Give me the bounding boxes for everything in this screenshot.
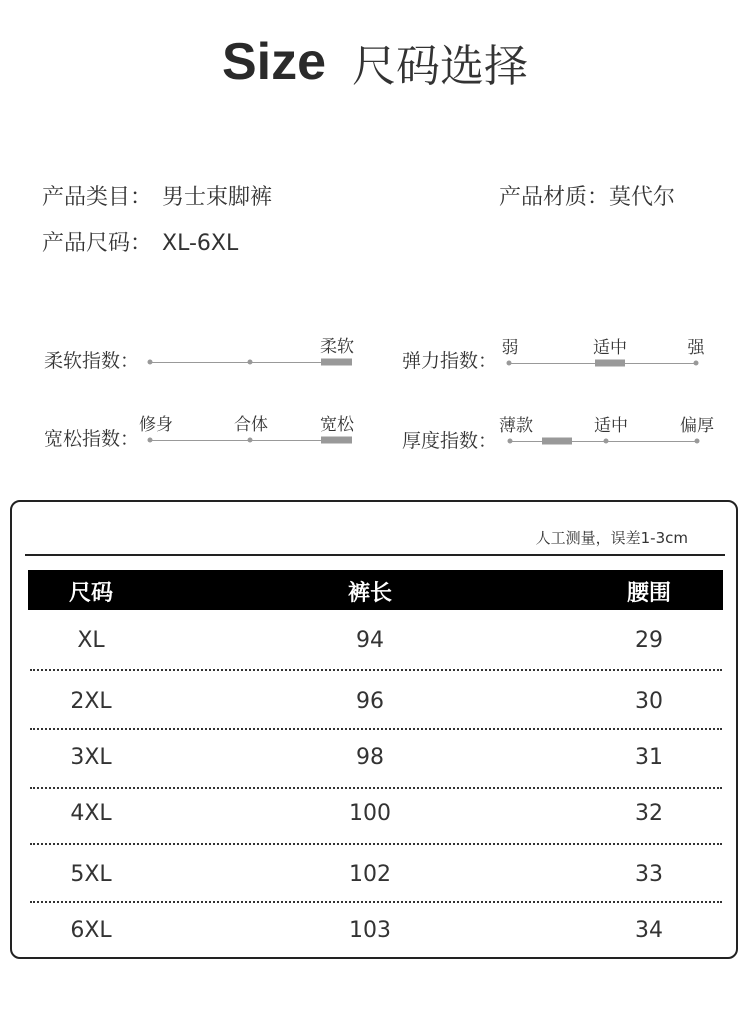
looseness-selected-mark — [321, 437, 352, 444]
row-divider — [30, 787, 722, 789]
info-size-label: 产品尺码： — [42, 231, 153, 256]
info-category-label: 产品类目： — [42, 185, 153, 210]
elasticity-dot-3 — [694, 361, 699, 366]
row-6-length: 103 — [349, 918, 391, 943]
header-size: 尺码 — [68, 581, 114, 606]
row-3-waist: 31 — [635, 745, 663, 770]
measurement-note: 人工测量，误差1-3cm — [535, 529, 688, 547]
softness-tick-3: 柔软 — [320, 337, 354, 357]
elasticity-tick-1: 弱 — [501, 338, 519, 358]
info-material — [499, 180, 675, 211]
info-category-value: 男士束脚裤 — [162, 185, 273, 210]
page-title — [0, 30, 750, 94]
looseness-dot-1 — [148, 438, 153, 443]
info-material-label: 产品材质： — [499, 185, 610, 210]
thickness-dot-2 — [604, 439, 609, 444]
looseness-label: 宽松指数： — [44, 428, 140, 450]
elasticity-tick-3: 强 — [687, 338, 705, 358]
note-divider — [25, 554, 725, 556]
elasticity-selected-mark — [595, 360, 625, 367]
softness-label: 柔软指数： — [44, 350, 140, 372]
softness-dot-1 — [148, 360, 153, 365]
elasticity-dot-1 — [507, 361, 512, 366]
row-3-length: 98 — [356, 745, 384, 770]
elasticity-tick-2: 适中 — [593, 338, 627, 358]
thickness-tick-3: 偏厚 — [680, 416, 714, 436]
row-1-length: 94 — [356, 628, 384, 653]
row-1-size: XL — [77, 628, 105, 653]
thickness-tick-2: 适中 — [594, 416, 628, 436]
row-4-length: 100 — [349, 801, 391, 826]
row-1-waist: 29 — [635, 628, 663, 653]
header-length: 裤长 — [347, 581, 393, 606]
row-divider — [30, 728, 722, 730]
thickness-tick-1: 薄款 — [499, 416, 533, 436]
row-divider — [30, 843, 722, 845]
title-en: Size — [221, 33, 327, 91]
row-3-size: 3XL — [70, 745, 112, 770]
looseness-tick-2: 合体 — [234, 415, 268, 435]
thickness-dot-3 — [695, 439, 700, 444]
row-4-size: 4XL — [70, 801, 112, 826]
info-material-value: 莫代尔 — [609, 185, 676, 210]
thickness-dot-1 — [508, 439, 513, 444]
title-cn: 尺码选择 — [352, 41, 529, 92]
row-5-waist: 33 — [635, 862, 663, 887]
row-6-waist: 34 — [635, 918, 663, 943]
softness-dot-2 — [248, 360, 253, 365]
info-size — [42, 226, 238, 257]
looseness-tick-1: 修身 — [139, 415, 173, 435]
info-category — [42, 180, 272, 211]
row-divider — [30, 669, 722, 671]
row-2-size: 2XL — [70, 689, 112, 714]
row-5-size: 5XL — [70, 862, 112, 887]
row-2-waist: 30 — [635, 689, 663, 714]
row-divider — [30, 901, 722, 903]
header-waist: 腰围 — [626, 581, 672, 606]
row-6-size: 6XL — [70, 918, 112, 943]
row-2-length: 96 — [356, 689, 384, 714]
row-4-waist: 32 — [635, 801, 663, 826]
elasticity-label: 弹力指数： — [402, 350, 498, 372]
softness-selected-mark — [321, 359, 352, 366]
row-5-length: 102 — [349, 862, 391, 887]
info-size-value: XL-6XL — [162, 231, 239, 256]
thickness-label: 厚度指数： — [402, 430, 498, 452]
looseness-dot-2 — [248, 438, 253, 443]
looseness-tick-3: 宽松 — [320, 415, 354, 435]
thickness-selected-mark — [542, 438, 572, 445]
